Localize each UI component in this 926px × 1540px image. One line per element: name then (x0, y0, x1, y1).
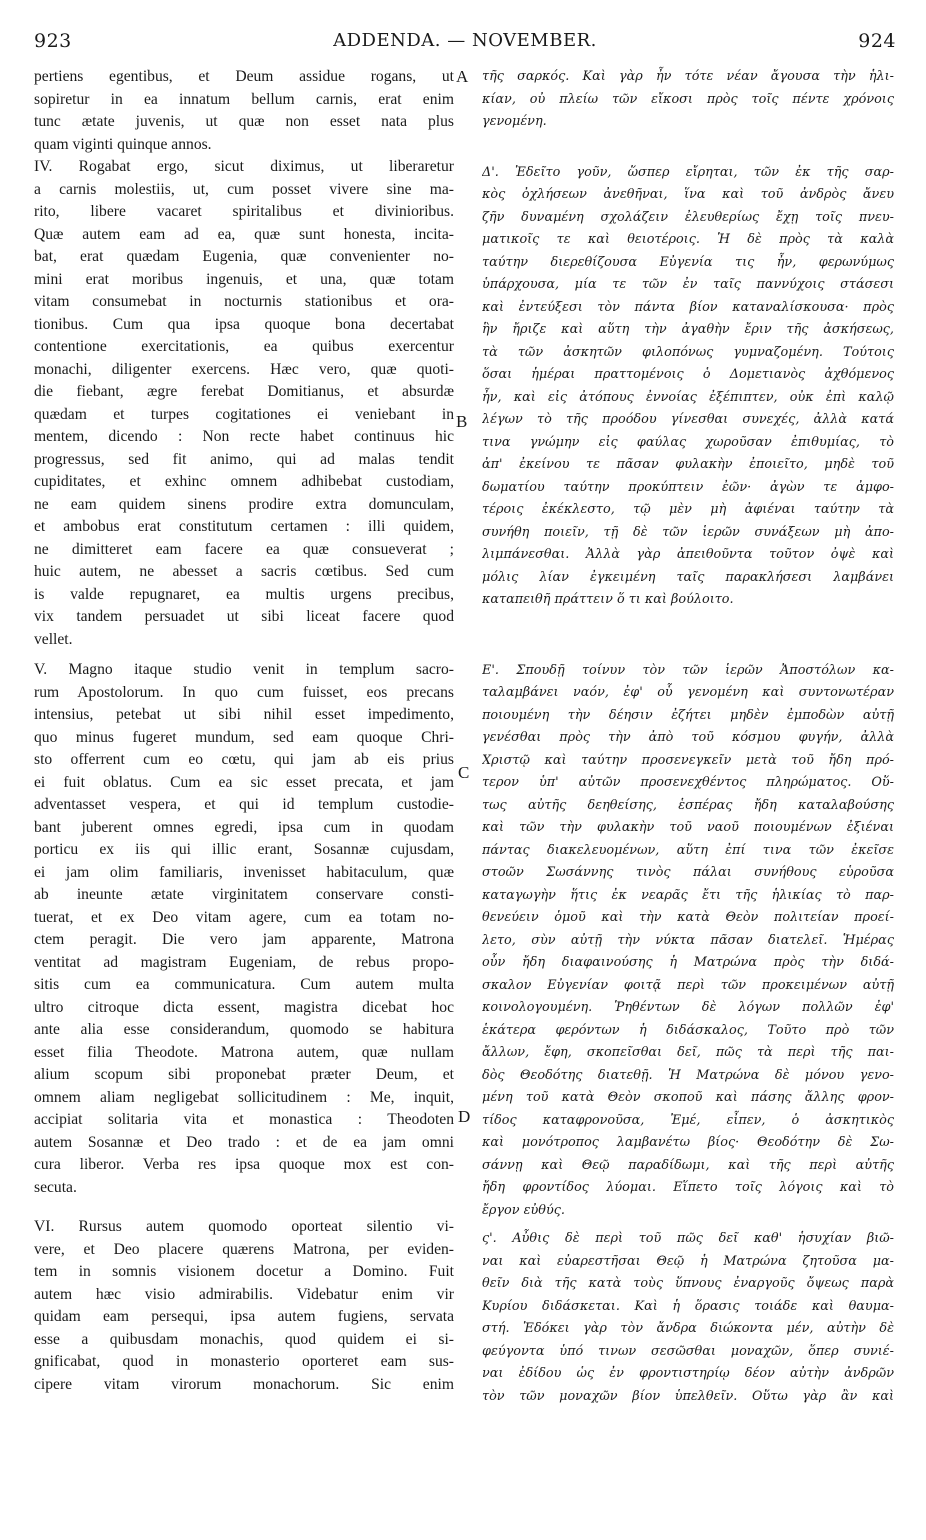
text-line: τὰ τῶν ἀσκητῶν φιλοπόνως γυμναζομένη. Τούτοις (482, 344, 894, 360)
latin-section-4 (34, 156, 454, 651)
text-line: secuta. (34, 1178, 77, 1196)
text-line: alium scopum sibi proponebat præter Deum, et (34, 1066, 454, 1083)
text-line: pertiens egentibus, et Deum assidue rogans, ut (34, 68, 454, 85)
text-line: στοῶν Σωσάννης τινὸς πάλαι συνήθους εὑροῦσα (482, 865, 894, 880)
text-line: vellet. (34, 630, 73, 648)
text-line: ἤδη φροντίδος λύομαι. Εἵπετο τοῖς λόγοις καὶ τὸ (482, 1180, 894, 1195)
text-line: ἔργον εὐθύς. (482, 1202, 565, 1218)
text-line: ὑπάρχουσα, μία τε τῶν ἐν ταῖς παννύχοις στάσεσι (482, 277, 894, 292)
text-line: Quæ autem eam ad ea, quæ sunt honesta, incita- (34, 225, 454, 243)
text-line: cupiditates, et exhinc omnem adhibebat custodiam, (34, 473, 454, 490)
text-line: V. Magno itaque studio venit in templum sacro- (34, 661, 454, 678)
text-line: ante alia esse considerandum, quomodo se habitura (34, 1021, 454, 1038)
text-line: rito, libere vacaret spiritalibus et divinioribus. (34, 203, 454, 220)
text-line: ne eam quidem sinens prodire extra domunculam, (34, 495, 454, 513)
text-line: δὸς Θεοδότης διατεθῇ. Ἡ Ματρώνα δὲ μόνου γενο- (482, 1067, 894, 1083)
text-line: θενεύειν ὁμοῦ καὶ τὴν κατὰ Θεὸν πολιτείαν προεί- (482, 910, 894, 925)
text-line: ματικοῖς τε καὶ θειοτέροις. Ἡ δὲ πρὸς τὰ καλὰ (482, 232, 894, 247)
text-line: tionibus. Cum qua ipsa quoque bona decertabat (34, 315, 454, 333)
text-line: συνήθη ποιεῖν, τῇ δὲ τῶν ἱερῶν συνάξεων μὴ ἀπο- (482, 524, 894, 540)
text-line: ei jam olim familiaris, invenisset habitaculum, quæ (34, 863, 454, 881)
text-line: ναι ἐδίδου ὡς ἐν φροντιστηρίῳ δέον αὐτὴν ἀνδρῶν (482, 1366, 894, 1381)
page-number-left: 923 (34, 30, 72, 52)
text-line: ventitat ad magistram Eugeniam, de rebus propo- (34, 953, 454, 971)
greek-intro (482, 66, 894, 134)
text-line: ὅσαι ἡμέραι πραττομένοις ὁ Δομετιανὸς ἀχθόμενος (482, 367, 894, 382)
text-line: μόλις λίαν ἐγκειμένη ταῖς παρακλήσεσι λαμβάνει (482, 569, 894, 585)
text-line: Δ'. Ἐδεῖτο γοῦν, ὥσπερ εἴρηται, τῶν ἐκ τῆς σαρ- (482, 164, 894, 180)
text-line: Ε'. Σπουδῇ τοίνυν τὸν τῶν ἱερῶν Ἀποστόλων κα- (482, 662, 894, 678)
text-line: ποιουμένη τὴν δέησιν ἐζήτει μηδὲν ἐμποδὼν αὐτῇ (482, 707, 894, 723)
text-line: ne dimitteret eam facere ea quæ consueverat ; (34, 540, 454, 558)
text-line: ταλαμβάνει ναόν, ἐφ' οὗ γενομένη καὶ συντονωτέραν (482, 685, 894, 700)
text-line: ἣν ἤριζε καὶ αὕτη τὴν ἀγαθὴν ἔριν τῆς ἀσκήσεως, (482, 322, 894, 337)
text-line: ctem peragit. Die vero jam apparente, Matrona (34, 931, 454, 948)
text-line: et ambobus erat constitutum certamen : illi quidem, (34, 518, 454, 535)
text-line: cipere vitam virorum monachorum. Sic enim (34, 1375, 454, 1393)
latin-section-5 (34, 659, 454, 1199)
text-line: is valde repugnaret, ea multis urgens precibus, (34, 585, 454, 603)
text-line: tem in somnis visionem docetur a Domino. Fuit (34, 1263, 454, 1280)
text-line: ἄλλων, ἔφη, σκοπεῖσθαι δεῖ, πῶς τὰ περὶ τῆς παι- (482, 1045, 894, 1060)
greek-section-6 (482, 1228, 894, 1408)
text-line: monachi, diligenter exercens. Hæc vero, quæ quoti- (34, 360, 454, 378)
text-line: mini erat moribus ingenuis, et una, quæ totam (34, 270, 454, 288)
text-line: rum Apostolorum. In quo cum fuisset, eos precans (34, 683, 454, 701)
section-marker-c: C (458, 763, 470, 782)
text-line: quo minus fugeret mundum, sed eam quoque Chri- (34, 728, 454, 746)
text-line: vitam consumebat in nocturnis stationibus et ora- (34, 293, 454, 310)
text-line: a carnis molestiis, ut, cum posset vivere sine ma- (34, 180, 454, 198)
greek-section-4 (482, 162, 894, 612)
text-line: ei fuit oblatus. Cum ea sic esset precata, et jam (34, 773, 454, 791)
text-line: intensius, petebat ut sibi nihil esset impedimento, (34, 706, 454, 723)
greek-section-5 (482, 660, 894, 1223)
text-line: θεῖν διὰ τῆς κατὰ τοὺς ὕπνους ἐναργοῦς ὄψεως παρὰ (482, 1276, 894, 1291)
text-line: τὸν τῶν μοναχῶν βίον ὑπελθεῖν. Οὕτω γὰρ ἂν καὶ (482, 1388, 894, 1404)
text-line: ζῆν δυναμένη σχολάζειν ἐλευθερίως ἔχῃ τοῖς πνευ- (482, 209, 894, 225)
text-line: μένη τοῦ κατὰ Θεὸν σκοποῦ καὶ πάσης ἄλλης φρον- (482, 1090, 894, 1105)
page-number-right: 924 (858, 30, 896, 52)
section-marker-d: D (458, 1107, 471, 1126)
text-line: τως αὐτῆς δεηθείσης, ἑσπέρας ἤδη καταλαβούσης (482, 797, 894, 813)
text-line: sopiretur in ea innatum bellum carnis, erat enim (34, 90, 454, 108)
text-line: φεύγοντα ὑπό τινων σεσῶσθαι μοναχῶν, ὅπερ συνιέ- (482, 1343, 894, 1359)
text-line: VI. Rursus autem quomodo oporteat silentio vi- (34, 1218, 454, 1235)
section-marker-a: A (456, 67, 469, 86)
text-line: γενομένη. (482, 114, 547, 129)
text-line: ταύτην διερεθίζουσα Εὐγενία τις ἦν, φερωνύμως (482, 254, 894, 270)
text-line: Κυρίου διδάσκεται. Καὶ ἡ ὅρασις τοιάδε καὶ θαυμα- (482, 1298, 894, 1314)
text-line: ἑκάτερα φερόντων ἡ διδάσκαλος, Τοῦτο πρὸ τῶν (482, 1022, 894, 1038)
text-line: πάντας διακελευομένων, αὕτη ἐπί τινα τῶν ἐκεῖσε (482, 842, 894, 858)
text-line: die fiebant, ægre ferebat Domitianus, et absurdæ (34, 383, 454, 400)
text-line: καὶ μονότροπος λαμβανέτω βίος· Θεοδότην δὲ Σω- (482, 1135, 894, 1150)
text-line: autem hæc visio admirabilis. Videbatur enim vir (34, 1285, 454, 1303)
text-line: accipiat solitaria vita et monastica : Theodoten (34, 1111, 454, 1128)
text-line: τῆς σαρκός. Καὶ γὰρ ἦν τότε νέαν ἄγουσα τὴν ἡλι- (482, 69, 894, 84)
text-line: esset filia Theodote. Matrona autem, quæ nullam (34, 1043, 454, 1061)
text-line: autem Sosannæ et Deo trado : et de ea jam omni (34, 1133, 454, 1151)
text-line: τίδος καταφρονοῦσα, Ἐμέ, εἶπεν, ὁ ἀσκητικὸς (482, 1112, 894, 1128)
text-line: progressus, sed fit animo, qui ad malas tendit (34, 450, 454, 468)
greek-column (482, 66, 894, 1408)
text-line: bant juberent omnes egredi, ipsa cum in quodam (34, 818, 454, 836)
text-line: γενέσθαι πρὸς τὴν ἀπὸ τοῦ κόσμου φυγήν, ἀλλὰ (482, 730, 894, 745)
text-line: cura liberor. Verba res ipsa quoque mox est con- (34, 1156, 454, 1173)
text-line: κίαν, οὐ πλείω τῶν εἴκοσι πρὸς τοῖς πέντε χρόνοις (482, 91, 894, 107)
text-line: στή. Ἐδόκει γὰρ τὸν ἄνδρα διώκοντα μέν, αὐτὴν δὲ (482, 1321, 894, 1336)
text-line: porticu ex iis qui illic erant, Sosannæ cujusdam, (34, 841, 454, 858)
text-line: quam viginti quinque annos. (34, 135, 212, 153)
text-line: mentem, dicendo : Non recte habet continuus hic (34, 428, 454, 445)
section-marker-b: B (456, 412, 468, 431)
latin-column (34, 66, 454, 1396)
text-line: esse a quibusdam monachis, quod quidem ei si- (34, 1330, 454, 1348)
text-line: ab ineunte ætate virginitatem conservare consti- (34, 886, 454, 903)
running-title: ADDENDA. — NOVEMBER. (333, 30, 597, 51)
text-line: δωματίου ταύτην προκύπτειν ἐῶν· ἀγὼν τε ἀμφο- (482, 479, 894, 495)
text-line: vix tandem persuadet ut sibi liceat facere quod (34, 608, 454, 625)
text-line: λετο, σὺν αὐτῇ τὴν νύκτα πᾶσαν διατελεῖ. Ἡμέρας (482, 932, 894, 948)
text-line: σάννῃ καὶ Θεῷ παραδίδωμι, καὶ τῆς περὶ αὐτῆς (482, 1157, 894, 1173)
text-line: κοινολογουμένη. Ῥηθέντων δὲ λόγων πολλῶν ἐφ' (482, 1000, 894, 1015)
text-line: tuerat, et ex Deo vitam agere, cum ea totam no- (34, 908, 454, 926)
text-line: λέγων τὸ τῆς προόδου γίνεσθαι συνεχές, ἀλλὰ κατά (482, 412, 894, 427)
text-line: sto offerrent cum eo cœtu, qui jam ab eis prius (34, 751, 454, 768)
latin-section-6 (34, 1216, 454, 1396)
text-line: καὶ τῶν τὴν φυλακὴν τοῦ ναοῦ ποιουμένων ἐξιέναι (482, 820, 894, 835)
text-line: καταγωγὴν ἥτις ἐκ νεαρᾶς ἔτι τῆς ἡλικίας τὸ παρ- (482, 887, 894, 903)
text-line: vere, et Deo placere quærens Matrona, per eviden- (34, 1240, 454, 1258)
text-line: ultro citroque dicta essent, magistra dicebat hoc (34, 998, 454, 1016)
text-line: οὖν ἤδη διαφαινούσης ἡ Ματρώνα πρὸς τὴν διδά- (482, 955, 894, 970)
text-line: huic autem, ne abesset a sacris cœtibus. Sed cum (34, 563, 454, 580)
text-line: quidam eam persequi, ipsa autem fugiens, servata (34, 1308, 454, 1325)
text-line: καὶ ἐντεύξεσι τὸν πάντα βίον καταναλίσκουσα· πρὸς (482, 299, 894, 315)
text-line: τέροις ἐκέκλεστο, τῷ μὲν μὴ ἀφιέναι ταύτην τὰ (482, 502, 894, 517)
text-line: contentione exercitationis, ea quibus exercentur (34, 338, 454, 355)
text-line: κὸς ὀχλήσεων ἀνεθῆναι, ἵνα καὶ τοῦ ἀνδρὸς ἄνευ (482, 187, 894, 202)
page-header (34, 30, 896, 60)
text-line: adventasset vespera, et qui id templum custodie- (34, 796, 454, 813)
latin-intro (34, 66, 454, 156)
text-line: ἦν, καὶ εἰς ἀτόπους ἐννοίας ἐξέπιπτεν, οὐκ ἐπὶ καλῷ (482, 389, 894, 405)
text-line: λιμπάνεσθαι. Ἀλλὰ γὰρ ἀπειθοῦντα τοῦτον ὀψὲ καὶ (482, 547, 894, 562)
text-line: omnem aliam negligebat sollicitudinem : Me, inquit, (34, 1088, 454, 1106)
text-line: bat, erat quædam Eugenia, quæ convenienter no- (34, 248, 454, 265)
text-line: gnificabat, quod in monasterio oporteret eam sus- (34, 1353, 454, 1370)
text-line: Χριστῷ καὶ ταύτην προσενεγκεῖν μετὰ τοῦ ἤδη πρό- (482, 752, 894, 768)
text-line: sitis cum ea communicatura. Cum autem multa (34, 976, 454, 993)
text-line: tunc ætate juvenis, ut quæ non esset nata plus (34, 113, 454, 130)
text-line: τινα γνώμην εἰς φαύλας χωροῦσαν ἐπιθυμίας, τὸ (482, 434, 894, 450)
text-line: σκαλον Εὐγενίαν φοιτᾷ περὶ τῶν προκειμένων αὐτῇ (482, 977, 894, 993)
text-line: quædam et turpes cogitationes ei veniebant in (34, 405, 454, 423)
text-line: ς'. Αὖθις δὲ περὶ τοῦ πῶς δεῖ καθ' ἡσυχίαν βιῶ- (482, 1231, 894, 1246)
text-line: ναι καὶ εὐαρεστῆσαι Θεῷ ἡ Ματρώνα ζητοῦσα μα- (482, 1253, 894, 1269)
text-line: ἀπ' ἐκείνου τε πᾶσαν φυλακὴν ἐποιεῖτο, μηδὲ τοῦ (482, 457, 894, 472)
text-line: IV. Rogabat ergo, sicut diximus, ut liberaretur (34, 158, 454, 175)
text-line: τερον ὑπ' αὐτῶν προσενεχθέντος πληρώματος. Οὕ- (482, 775, 894, 790)
text-line: καταπειθῆ πράττειν ὅ τι καὶ βούλοιτο. (482, 592, 734, 607)
